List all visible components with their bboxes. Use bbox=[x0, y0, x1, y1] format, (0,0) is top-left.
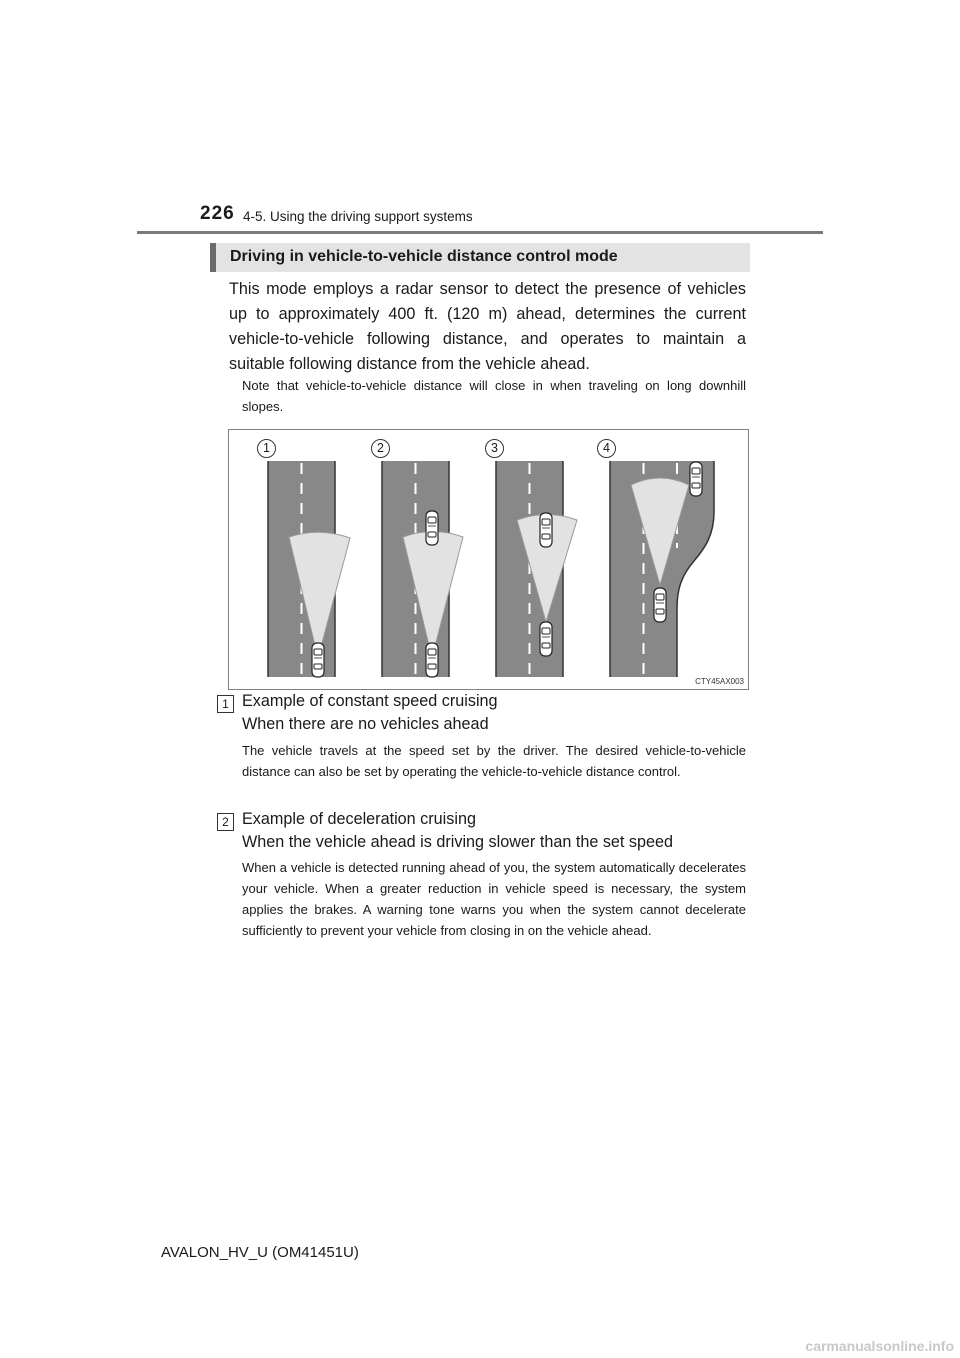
item-1-body: The vehicle travels at the speed set by the driver. The desired vehicle-to-vehicle distance can also be set by operating the vehicle-to-vehicle distance control. bbox=[242, 743, 746, 779]
road-3 bbox=[496, 461, 577, 677]
item-1-title-line2: When there are no vehicles ahead bbox=[242, 715, 489, 733]
page-number: 226 bbox=[200, 203, 235, 224]
heading-bar bbox=[210, 243, 750, 272]
road-4 bbox=[610, 461, 714, 677]
road-1 bbox=[268, 461, 350, 677]
figure-label-2: 2 bbox=[371, 439, 390, 458]
item-2-title-line2: When the vehicle ahead is driving slower than the set speed bbox=[242, 833, 674, 851]
radar-illustration bbox=[228, 429, 749, 690]
intro-paragraph: This mode employs a radar sensor to detect the presence of vehicles up to approximately 400 ft. (120 m) ahead, determines the current vehicle-to-vehicle following distance, and operates to maintain a suitable following distance from the vehicle ahead. bbox=[229, 280, 746, 373]
item-2-body: When a vehicle is detected running ahead of you, the system automatically decelerates your vehicle. When a greater reduction in vehicle speed is necessary, the system applies the brakes. A warning tone warns you when the system cannot decelerate sufficiently to prevent your vehicle from closing in on the vehicle ahead. bbox=[242, 860, 746, 938]
illustration-canvas bbox=[229, 430, 750, 691]
watermark: carmanualsonline.info bbox=[805, 1338, 954, 1354]
figure-label-1: 1 bbox=[257, 439, 276, 458]
footer-model-code: AVALON_HV_U (OM41451U) bbox=[161, 1244, 359, 1261]
figure-label-4: 4 bbox=[597, 439, 616, 458]
item-2-title-line1: Example of deceleration cruising bbox=[242, 810, 476, 828]
item-number-1: 1 bbox=[217, 695, 234, 713]
heading-text: Driving in vehicle-to-vehicle distance control mode bbox=[230, 248, 618, 265]
item-number-2: 2 bbox=[217, 813, 234, 831]
figure-label-3: 3 bbox=[485, 439, 504, 458]
item-1-title-line1: Example of constant speed cruising bbox=[242, 692, 498, 710]
road-2 bbox=[382, 461, 463, 677]
figure-code: CTY45AX003 bbox=[695, 677, 744, 686]
note-paragraph: Note that vehicle-to-vehicle distance will close in when traveling on long downhill slopes. bbox=[242, 378, 746, 414]
section-title: 4-5. Using the driving support systems bbox=[243, 209, 473, 224]
header-rule bbox=[137, 231, 823, 234]
